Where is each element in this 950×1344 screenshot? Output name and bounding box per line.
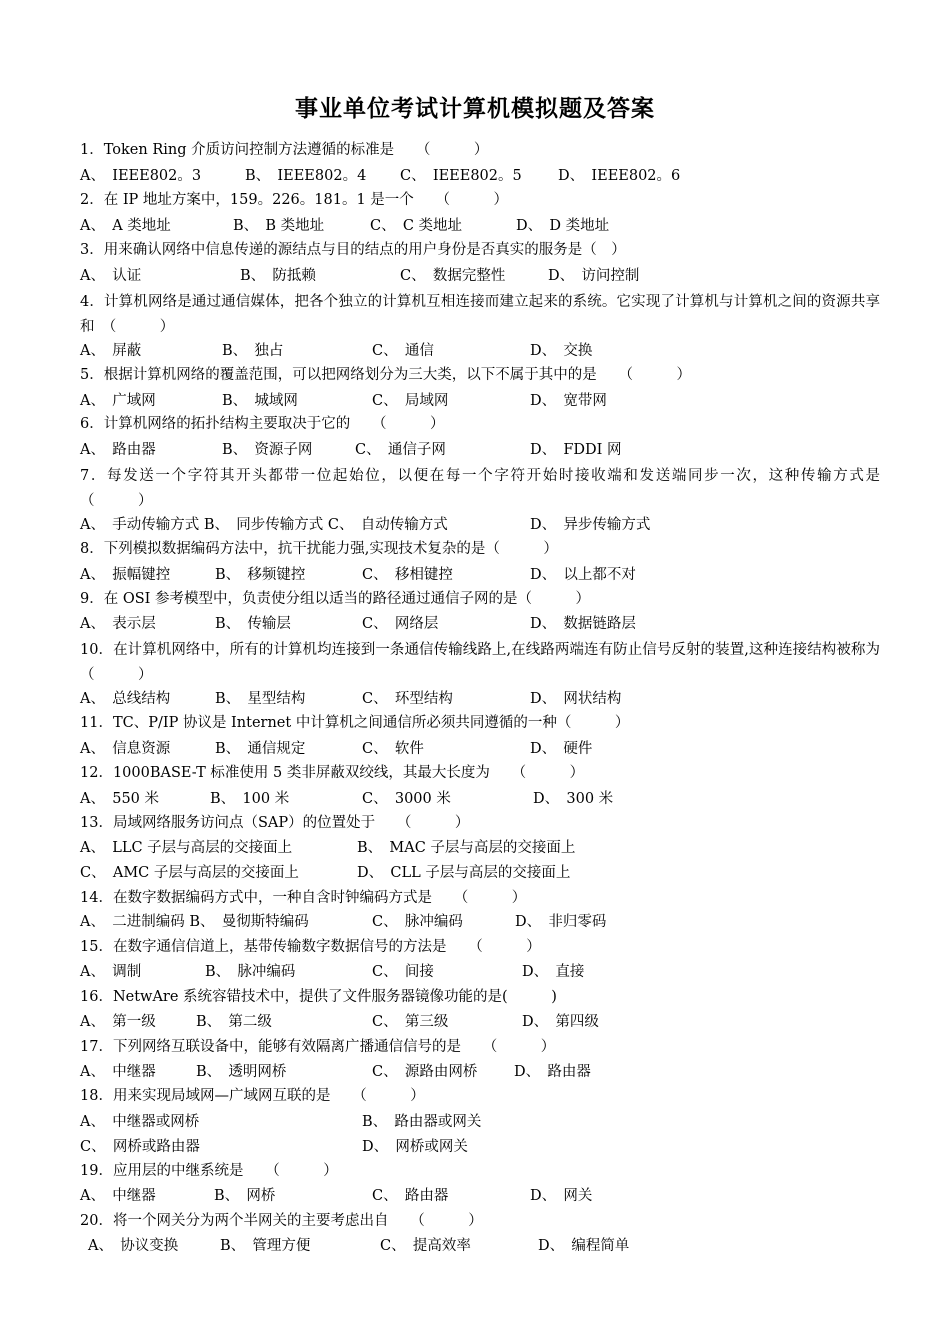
answer-option: B、 透明网桥 xyxy=(196,1064,287,1080)
question-text: 1．Token Ring 介质访问控制方法遵循的标准是 （ ） xyxy=(80,142,489,158)
answer-option: D、 300 米 xyxy=(533,791,614,807)
question-text: 4．计算机网络是通过通信媒体，把各个独立的计算机互相连接而建立起来的系统。它实现了计算机与计算机之间的资源共享和 （ ） xyxy=(80,294,880,335)
question-text: 11．TC、P/IP 协议是 Internet 中计算机之间通信所必须共同遵循的一种（ ） xyxy=(80,715,630,731)
answer-option: C、 局域网 xyxy=(372,393,449,409)
question-text: 3．用来确认网络中信息传递的源结点与目的结点的用户身份是否真实的服务是（ ） xyxy=(80,242,626,258)
answer-option: A、 LLC 子层与高层的交接面上 xyxy=(80,840,293,856)
answer-option: D、 网关 xyxy=(530,1188,593,1204)
question-text: 20．将一个网关分为两个半网关的主要考虑出自 （ ） xyxy=(80,1213,483,1229)
answer-option: C、 IEEE802。5 xyxy=(400,168,522,184)
answer-option: A、 二进制编码 B、 曼彻斯特编码 xyxy=(80,914,309,930)
question-text: 15．在数字通信信道上，基带传输数字数据信号的方法是 （ ） xyxy=(80,939,541,955)
answer-option: C、 提高效率 xyxy=(380,1238,471,1254)
answer-option: A、 振幅键控 xyxy=(80,567,171,583)
answer-option: D、 编程简单 xyxy=(538,1238,630,1254)
question-text: 19．应用层的中继系统是 （ ） xyxy=(80,1163,338,1179)
answer-option: A、 550 米 xyxy=(80,791,160,807)
answer-option: A、 广域网 xyxy=(80,393,156,409)
answer-option: D、 交换 xyxy=(530,343,593,359)
answer-option: C、 间接 xyxy=(372,964,434,980)
question-text: 8．下列模拟数据编码方法中，抗干扰能力强,实现技术复杂的是（ ） xyxy=(80,541,558,557)
question-text: 5．根据计算机网络的覆盖范围，可以把网络划分为三大类，以下不属于其中的是 （ ） xyxy=(80,367,691,383)
answer-option: B、 独占 xyxy=(222,343,284,359)
answer-option: D、 D 类地址 xyxy=(516,218,610,234)
answer-option: B、 城域网 xyxy=(222,393,298,409)
answer-option: D、 非归零码 xyxy=(515,914,607,930)
answer-option: B、 网桥 xyxy=(214,1188,276,1204)
answer-option: B、 IEEE802。4 xyxy=(245,168,367,184)
answer-option: D、 IEEE802。6 xyxy=(558,168,681,184)
answer-option: C、 AMC 子层与高层的交接面上 xyxy=(80,865,299,881)
answer-option: C、 软件 xyxy=(362,741,424,757)
answer-option: C、 通信 xyxy=(372,343,434,359)
answer-option: C、 网桥或路由器 xyxy=(80,1139,200,1155)
answer-option: D、 直接 xyxy=(522,964,585,980)
answer-option: D、 宽带网 xyxy=(530,393,607,409)
answer-option: B、 防抵赖 xyxy=(240,268,316,284)
answer-option: B、 100 米 xyxy=(210,791,290,807)
question-text: 2．在 IP 地址方案中，159。226。181。1 是一个 （ ） xyxy=(80,192,509,208)
question-text: 17．下列网络互联设备中，能够有效隔离广播通信信号的是 （ ） xyxy=(80,1039,556,1055)
answer-option: A、 信息资源 xyxy=(80,741,171,757)
answer-option: A、 A 类地址 xyxy=(80,218,171,234)
answer-option: B、 移频键控 xyxy=(215,567,306,583)
answer-option: D、 数据链路层 xyxy=(530,616,636,632)
answer-option: D、 网状结构 xyxy=(530,691,622,707)
answer-option: C、 环型结构 xyxy=(362,691,453,707)
answer-option: A、 手动传输方式 B、 同步传输方式 C、 自动传输方式 xyxy=(80,517,448,533)
answer-option: D、 访问控制 xyxy=(548,268,640,284)
answer-option: B、 资源子网 xyxy=(222,442,313,458)
answer-option: C、 C 类地址 xyxy=(370,218,463,234)
answer-option: A、 中继器 xyxy=(80,1188,156,1204)
question-text: 18．用来实现局域网—广域网互联的是 （ ） xyxy=(80,1088,425,1104)
answer-option: D、 第四级 xyxy=(522,1014,599,1030)
answer-option: A、 调制 xyxy=(80,964,142,980)
answer-option: A、 认证 xyxy=(80,268,142,284)
answer-option: C、 3000 米 xyxy=(362,791,451,807)
answer-option: C、 第三级 xyxy=(372,1014,449,1030)
answer-option: C、 网络层 xyxy=(362,616,439,632)
answer-option: B、 MAC 子层与高层的交接面上 xyxy=(357,840,576,856)
page-title: 事业单位考试计算机模拟题及答案 xyxy=(295,95,655,122)
answer-option: B、 路由器或网关 xyxy=(362,1114,482,1130)
answer-option: D、 异步传输方式 xyxy=(530,517,651,533)
answer-option: C、 数据完整性 xyxy=(400,268,506,284)
answer-option: B、 通信规定 xyxy=(215,741,306,757)
answer-option: A、 总线结构 xyxy=(80,691,171,707)
question-text: 9．在 OSI 参考模型中，负责使分组以适当的路径通过通信子网的是（ ） xyxy=(80,591,590,607)
answer-option: A、 IEEE802。3 xyxy=(80,168,202,184)
answer-option: D、 CLL 子层与高层的交接面上 xyxy=(357,865,571,881)
answer-option: A、 表示层 xyxy=(80,616,156,632)
answer-option: A、 中继器或网桥 xyxy=(80,1114,200,1130)
answer-option: C、 脉冲编码 xyxy=(372,914,463,930)
answer-option: D、 网桥或网关 xyxy=(362,1139,468,1155)
answer-option: C、 移相键控 xyxy=(362,567,453,583)
answer-option: D、 硬件 xyxy=(530,741,593,757)
answer-option: B、 管理方便 xyxy=(220,1238,311,1254)
answer-option: C、 通信子网 xyxy=(355,442,446,458)
answer-option: B、 传输层 xyxy=(215,616,291,632)
question-text: 10．在计算机网络中，所有的计算机均连接到一条通信传输线路上,在线路两端连有防止信号反射的装置,这种连接结构被称为 （ ） xyxy=(80,642,909,683)
answer-option: B、 脉冲编码 xyxy=(205,964,296,980)
answer-option: A、 屏蔽 xyxy=(80,343,142,359)
answer-option: D、 FDDI 网 xyxy=(530,442,622,458)
question-text: 12．1000BASE-T 标准使用 5 类非屏蔽双绞线，其最大长度为 （ ） xyxy=(80,765,585,781)
answer-option: D、 路由器 xyxy=(514,1064,591,1080)
answer-option: B、 B 类地址 xyxy=(233,218,325,234)
question-text: 13．局域网络服务访问点（SAP）的位置处于 （ ） xyxy=(80,815,470,831)
answer-option: A、 协议变换 xyxy=(88,1238,179,1254)
answer-option: A、 路由器 xyxy=(80,442,156,458)
question-text: 7．每发送一个字符其开头都带一位起始位，以便在每一个字符开始时接收端和发送端同步一次，这种传输方式是 （ ） xyxy=(80,468,909,509)
answer-option: C、 路由器 xyxy=(372,1188,449,1204)
answer-option: C、 源路由网桥 xyxy=(372,1064,478,1080)
answer-option: B、 第二级 xyxy=(196,1014,272,1030)
question-text: 6．计算机网络的拓扑结构主要取决于它的 （ ） xyxy=(80,416,445,432)
question-text: 16．NetwAre 系统容错技术中，提供了文件服务器镜像功能的是( ) xyxy=(80,989,557,1005)
question-text: 14．在数字数据编码方式中，一种自含时钟编码方式是 （ ） xyxy=(80,890,527,906)
answer-option: A、 中继器 xyxy=(80,1064,156,1080)
answer-option: D、 以上都不对 xyxy=(530,567,636,583)
answer-option: B、 星型结构 xyxy=(215,691,306,707)
answer-option: A、 第一级 xyxy=(80,1014,156,1030)
